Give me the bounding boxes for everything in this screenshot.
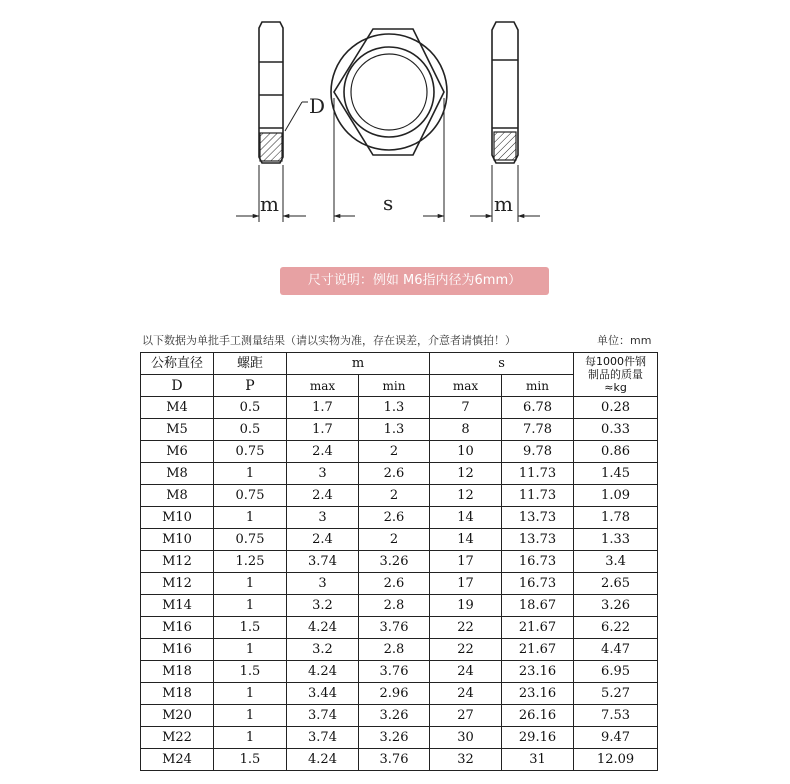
cell-m-min: 2.6 <box>359 573 430 595</box>
header-s-max: max <box>430 375 502 397</box>
cell-p: 1.5 <box>214 749 287 771</box>
header-mass-line3: ≈kg <box>604 381 627 394</box>
cell-m-max: 3.44 <box>287 683 359 705</box>
cell-p: 1 <box>214 507 287 529</box>
table-row <box>141 485 658 507</box>
cell-s-max: 17 <box>430 573 502 595</box>
cell-d: M12 <box>141 573 214 595</box>
cell-s-min: 18.67 <box>502 595 574 617</box>
cell-m-min: 2.96 <box>359 683 430 705</box>
cell-s-min: 16.73 <box>502 573 574 595</box>
cell-p: 1 <box>214 463 287 485</box>
cell-m-max: 3.74 <box>287 705 359 727</box>
cell-m-max: 3.2 <box>287 639 359 661</box>
cell-d: M5 <box>141 419 214 441</box>
size-explanation-banner: 尺寸说明：例如 M6指内径为6mm） <box>280 267 549 295</box>
cell-p: 0.75 <box>214 485 287 507</box>
cell-s-max: 30 <box>430 727 502 749</box>
cell-mass: 3.26 <box>574 595 658 617</box>
table-row <box>141 529 658 551</box>
cell-d: M14 <box>141 595 214 617</box>
cell-p: 0.5 <box>214 419 287 441</box>
header-d-symbol: D <box>141 375 214 397</box>
cell-s-min: 13.73 <box>502 507 574 529</box>
cell-p: 1 <box>214 727 287 749</box>
cell-m-max: 3 <box>287 507 359 529</box>
cell-d: M18 <box>141 683 214 705</box>
cell-s-max: 27 <box>430 705 502 727</box>
cell-s-max: 12 <box>430 485 502 507</box>
cell-s-min: 6.78 <box>502 397 574 419</box>
header-d-label: 公称直径 <box>141 353 214 375</box>
header-row-1 <box>141 353 658 375</box>
cell-m-max: 2.4 <box>287 441 359 463</box>
cell-p: 0.5 <box>214 397 287 419</box>
cell-p: 1 <box>214 683 287 705</box>
table-row <box>141 639 658 661</box>
cell-m-min: 2.6 <box>359 507 430 529</box>
cell-m-min: 1.3 <box>359 419 430 441</box>
cell-m-min: 2 <box>359 441 430 463</box>
cell-m-max: 3 <box>287 463 359 485</box>
cell-s-max: 22 <box>430 639 502 661</box>
header-s-group: s <box>430 353 574 375</box>
header-s-min: min <box>502 375 574 397</box>
cell-s-min: 23.16 <box>502 683 574 705</box>
table-row <box>141 507 658 529</box>
cell-m-min: 2.6 <box>359 463 430 485</box>
cell-d: M8 <box>141 463 214 485</box>
cell-d: M12 <box>141 551 214 573</box>
cell-p: 1 <box>214 573 287 595</box>
cell-d: M4 <box>141 397 214 419</box>
cell-mass: 12.09 <box>574 749 658 771</box>
cell-m-min: 2 <box>359 529 430 551</box>
cell-s-max: 17 <box>430 551 502 573</box>
table-row <box>141 441 658 463</box>
cell-s-max: 19 <box>430 595 502 617</box>
table-row <box>141 727 658 749</box>
header-p-label: 螺距 <box>214 353 287 375</box>
table-row <box>141 463 658 485</box>
cell-mass: 1.78 <box>574 507 658 529</box>
cell-s-min: 29.16 <box>502 727 574 749</box>
cell-m-min: 3.26 <box>359 705 430 727</box>
cell-d: M24 <box>141 749 214 771</box>
cell-p: 0.75 <box>214 441 287 463</box>
cell-mass: 4.47 <box>574 639 658 661</box>
nut-spec-table <box>140 352 658 771</box>
cell-mass: 1.09 <box>574 485 658 507</box>
cell-m-max: 2.4 <box>287 485 359 507</box>
header-m-group: m <box>287 353 430 375</box>
label-s: s <box>383 191 394 215</box>
cell-m-max: 1.7 <box>287 397 359 419</box>
cell-s-max: 7 <box>430 397 502 419</box>
cell-m-min: 2 <box>359 485 430 507</box>
cell-mass: 1.33 <box>574 529 658 551</box>
cell-mass: 0.86 <box>574 441 658 463</box>
header-p-symbol: P <box>214 375 287 397</box>
cell-p: 1.25 <box>214 551 287 573</box>
cell-m-max: 3 <box>287 573 359 595</box>
table-row <box>141 683 658 705</box>
cell-s-max: 12 <box>430 463 502 485</box>
cell-d: M8 <box>141 485 214 507</box>
header-mass-line2: 制品的质量 <box>588 368 644 381</box>
table-row <box>141 573 658 595</box>
table-row <box>141 705 658 727</box>
cell-m-min: 2.8 <box>359 595 430 617</box>
cell-d: M10 <box>141 529 214 551</box>
cell-m-max: 3.74 <box>287 727 359 749</box>
cell-m-min: 1.3 <box>359 397 430 419</box>
cell-m-max: 4.24 <box>287 617 359 639</box>
cell-mass: 5.27 <box>574 683 658 705</box>
cell-d: M18 <box>141 661 214 683</box>
cell-mass: 6.95 <box>574 661 658 683</box>
table-row <box>141 551 658 573</box>
cell-m-max: 3.74 <box>287 551 359 573</box>
cell-mass: 3.4 <box>574 551 658 573</box>
cell-d: M22 <box>141 727 214 749</box>
cell-s-min: 26.16 <box>502 705 574 727</box>
cell-mass: 7.53 <box>574 705 658 727</box>
cell-d: M6 <box>141 441 214 463</box>
table-row <box>141 661 658 683</box>
cell-m-max: 1.7 <box>287 419 359 441</box>
label-m-right: m <box>494 192 513 216</box>
cell-s-max: 10 <box>430 441 502 463</box>
cell-s-max: 14 <box>430 529 502 551</box>
header-m-max: max <box>287 375 359 397</box>
cell-s-min: 21.67 <box>502 617 574 639</box>
cell-s-min: 13.73 <box>502 529 574 551</box>
label-d: D <box>309 94 326 118</box>
cell-s-max: 14 <box>430 507 502 529</box>
cell-s-min: 11.73 <box>502 485 574 507</box>
cell-s-min: 31 <box>502 749 574 771</box>
table-row <box>141 595 658 617</box>
cell-mass: 0.33 <box>574 419 658 441</box>
cell-p: 1 <box>214 705 287 727</box>
cell-s-max: 24 <box>430 683 502 705</box>
cell-p: 1 <box>214 639 287 661</box>
cell-m-min: 3.26 <box>359 727 430 749</box>
cell-d: M16 <box>141 639 214 661</box>
cell-s-max: 24 <box>430 661 502 683</box>
table-row <box>141 419 658 441</box>
cell-s-min: 9.78 <box>502 441 574 463</box>
cell-d: M16 <box>141 617 214 639</box>
cell-m-max: 4.24 <box>287 661 359 683</box>
cell-p: 1 <box>214 595 287 617</box>
label-m-left: m <box>260 192 279 216</box>
spec-table-body <box>141 353 658 771</box>
cell-d: M10 <box>141 507 214 529</box>
measurement-note <box>142 332 702 348</box>
cell-m-min: 3.76 <box>359 749 430 771</box>
cell-mass: 6.22 <box>574 617 658 639</box>
cell-s-max: 32 <box>430 749 502 771</box>
cell-d: M20 <box>141 705 214 727</box>
header-mass-line1: 每1000件钢 <box>585 355 647 368</box>
cell-m-min: 3.26 <box>359 551 430 573</box>
cell-p: 1.5 <box>214 617 287 639</box>
cell-s-min: 21.67 <box>502 639 574 661</box>
cell-m-min: 3.76 <box>359 617 430 639</box>
table-row <box>141 397 658 419</box>
cell-m-max: 2.4 <box>287 529 359 551</box>
cell-mass: 0.28 <box>574 397 658 419</box>
nut-technical-drawing <box>0 0 790 240</box>
cell-p: 0.75 <box>214 529 287 551</box>
cell-s-max: 8 <box>430 419 502 441</box>
cell-s-max: 22 <box>430 617 502 639</box>
cell-mass: 1.45 <box>574 463 658 485</box>
note-text: 以下数据为单批手工测量结果（请以实物为准，存在误差，介意者请慎拍！） <box>142 334 516 347</box>
cell-m-min: 3.76 <box>359 661 430 683</box>
table-row <box>141 617 658 639</box>
cell-s-min: 7.78 <box>502 419 574 441</box>
cell-m-max: 3.2 <box>287 595 359 617</box>
header-m-min: min <box>359 375 430 397</box>
cell-p: 1.5 <box>214 661 287 683</box>
unit-label: 单位：mm <box>597 334 652 347</box>
table-row <box>141 749 658 771</box>
cell-m-max: 4.24 <box>287 749 359 771</box>
header-mass <box>574 353 658 397</box>
cell-mass: 9.47 <box>574 727 658 749</box>
cell-s-min: 23.16 <box>502 661 574 683</box>
cell-m-min: 2.8 <box>359 639 430 661</box>
cell-s-min: 16.73 <box>502 551 574 573</box>
cell-s-min: 11.73 <box>502 463 574 485</box>
cell-mass: 2.65 <box>574 573 658 595</box>
